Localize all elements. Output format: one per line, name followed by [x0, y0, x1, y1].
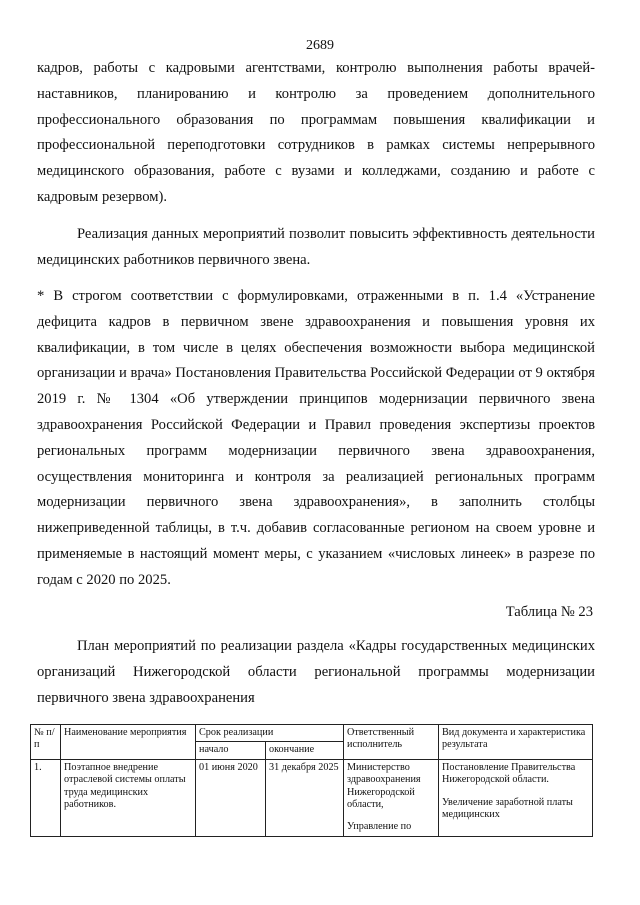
header-num: № п/п — [31, 725, 61, 760]
paragraph-plan-title — [37, 634, 595, 711]
header-name: Наименование мероприятия — [61, 725, 196, 760]
row-name: Поэтапное внедрение отраслевой системы оплаты труда медицинских работников. — [61, 759, 196, 836]
doc-line-1: Постановление Правительства Нижегородской области. — [442, 761, 576, 786]
header-start: начало — [196, 742, 266, 759]
paragraph-text: * В строгом соответствии с формулировками, отраженными в п. 1.4 «Устранение дефицита кадров в первичном звене здравоохранения и повышения уровня их квалификации, в том числе в целях обеспечения возможности выбора медицинской организации и врача» Постановления Правительства Российской Федерации от 9 октября 2019 г. № 1304 «Об утверждении принципов модернизации первичного звена здравоохранения Российской Федерации и Правил проведения экспертизы проектов региональных программ модернизации первичного звена здравоохранения, осуществления мониторинга и контроля за реализацией региональных программ модернизации первичного звена здравоохранения», в заполнить столбцы нижеприведенной таблицы, в т.ч. добавив согласованные регионом на своем уровне и применяемые в настоящий момент меры, с указанием «числовых линеек» в разрезе по годам с 2020 по 2025. — [37, 288, 595, 588]
header-responsible: Ответственный исполнитель — [344, 725, 439, 760]
responsible-line-1: Министерство здравоохранения Нижегородской области, — [347, 761, 421, 811]
row-start: 01 июня 2020 — [196, 759, 266, 836]
header-period: Срок реализации — [196, 725, 344, 742]
table-label: Таблица № 23 — [505, 604, 593, 620]
row-num: 1. — [31, 759, 61, 836]
paragraph-footnote — [37, 284, 595, 594]
row-end: 31 декабря 2025 — [266, 759, 344, 836]
header-end: окончание — [266, 742, 344, 759]
paragraph-realization — [37, 222, 595, 274]
table-header-row — [31, 725, 593, 742]
paragraph-text: кадров, работы с кадровыми агентствами, контролю выполнения работы врачей-наставников, планированию и контролю за проведением дополнительного профессионального образования по программам повышения квалификации и профессиональной переподготовки сотрудников в рамках системы непрерывного медицинского образования, работе с вузами и колледжами, созданию и работе с кадровым резервом). — [37, 60, 595, 205]
doc-line-2: Увеличение заработной платы медицинских — [442, 796, 573, 821]
paragraph-text: Реализация данных мероприятий позволит повысить эффективность деятельности медицинских работников первичного звена. — [37, 226, 595, 268]
table-row — [31, 759, 593, 836]
row-responsible — [344, 759, 439, 836]
header-doc: Вид документа и характеристика результата — [439, 725, 593, 760]
page-number: 2689 — [306, 38, 334, 53]
paragraph-kadry — [37, 56, 595, 211]
plan-table — [30, 724, 593, 837]
responsible-line-2: Управление по — [347, 821, 412, 833]
table-viewport — [30, 724, 600, 846]
paragraph-text: План мероприятий по реализации раздела «Кадры государственных медицинских организаций Нижегородской области региональной программы модернизации первичного звена здравоохранения — [37, 638, 595, 706]
row-doc — [439, 759, 593, 836]
